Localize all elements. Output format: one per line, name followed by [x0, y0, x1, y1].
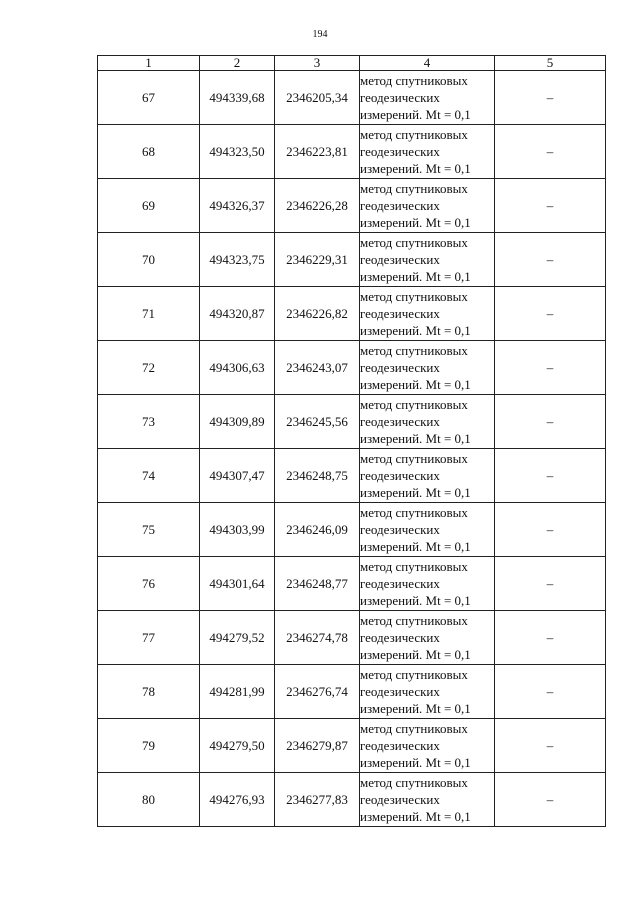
method-line: геодезических	[360, 414, 440, 429]
method-line: измерений. Mt = 0,1	[360, 431, 471, 446]
remark-cell: –	[495, 503, 606, 557]
method-line: измерений. Mt = 0,1	[360, 755, 471, 770]
method-line: метод спутниковых	[360, 289, 468, 304]
coordinate-y: 2346277,83	[275, 773, 360, 827]
point-number: 75	[98, 503, 200, 557]
header-col-3: 3	[275, 56, 360, 71]
method-description	[360, 503, 495, 557]
table-row	[98, 341, 606, 395]
method-line: геодезических	[360, 360, 440, 375]
method-line: геодезических	[360, 684, 440, 699]
point-number: 79	[98, 719, 200, 773]
header-col-5: 5	[495, 56, 606, 71]
method-line: метод спутниковых	[360, 397, 468, 412]
method-description	[360, 773, 495, 827]
table-row	[98, 449, 606, 503]
table-header-row	[98, 56, 606, 71]
remark-cell: –	[495, 395, 606, 449]
point-number: 68	[98, 125, 200, 179]
coordinate-y: 2346243,07	[275, 341, 360, 395]
method-line: метод спутниковых	[360, 667, 468, 682]
remark-cell: –	[495, 611, 606, 665]
method-description	[360, 611, 495, 665]
remark-cell: –	[495, 71, 606, 125]
header-col-1: 1	[98, 56, 200, 71]
method-description	[360, 71, 495, 125]
method-line: геодезических	[360, 252, 440, 267]
method-description	[360, 179, 495, 233]
point-number: 71	[98, 287, 200, 341]
method-line: измерений. Mt = 0,1	[360, 215, 471, 230]
method-line: измерений. Mt = 0,1	[360, 377, 471, 392]
coordinate-y: 2346245,56	[275, 395, 360, 449]
point-number: 80	[98, 773, 200, 827]
remark-cell: –	[495, 719, 606, 773]
method-line: измерений. Mt = 0,1	[360, 161, 471, 176]
header-col-4: 4	[360, 56, 495, 71]
coordinate-y: 2346248,75	[275, 449, 360, 503]
table-row	[98, 125, 606, 179]
method-line: метод спутниковых	[360, 343, 468, 358]
coordinate-y: 2346223,81	[275, 125, 360, 179]
remark-cell: –	[495, 125, 606, 179]
coordinate-y: 2346205,34	[275, 71, 360, 125]
method-line: измерений. Mt = 0,1	[360, 269, 471, 284]
method-line: метод спутниковых	[360, 721, 468, 736]
point-number: 77	[98, 611, 200, 665]
coordinate-y: 2346226,82	[275, 287, 360, 341]
coordinate-y: 2346229,31	[275, 233, 360, 287]
method-description	[360, 287, 495, 341]
table-row	[98, 557, 606, 611]
method-line: измерений. Mt = 0,1	[360, 701, 471, 716]
method-description	[360, 719, 495, 773]
method-line: измерений. Mt = 0,1	[360, 107, 471, 122]
coordinate-x: 494306,63	[200, 341, 275, 395]
coordinate-x: 494307,47	[200, 449, 275, 503]
method-line: геодезических	[360, 144, 440, 159]
method-line: геодезических	[360, 306, 440, 321]
method-line: метод спутниковых	[360, 235, 468, 250]
table-row	[98, 773, 606, 827]
method-line: геодезических	[360, 738, 440, 753]
method-line: метод спутниковых	[360, 73, 468, 88]
coordinate-y: 2346274,78	[275, 611, 360, 665]
coordinates-table	[97, 55, 606, 827]
table-row	[98, 71, 606, 125]
header-col-2: 2	[200, 56, 275, 71]
table-row	[98, 179, 606, 233]
method-line: геодезических	[360, 576, 440, 591]
method-line: метод спутниковых	[360, 505, 468, 520]
coordinate-x: 494339,68	[200, 71, 275, 125]
method-line: измерений. Mt = 0,1	[360, 593, 471, 608]
coordinate-x: 494281,99	[200, 665, 275, 719]
table-row	[98, 719, 606, 773]
method-line: измерений. Mt = 0,1	[360, 485, 471, 500]
coordinate-x: 494309,89	[200, 395, 275, 449]
table-row	[98, 611, 606, 665]
coordinate-x: 494279,50	[200, 719, 275, 773]
method-description	[360, 233, 495, 287]
remark-cell: –	[495, 557, 606, 611]
remark-cell: –	[495, 233, 606, 287]
coordinate-y: 2346246,09	[275, 503, 360, 557]
method-line: геодезических	[360, 468, 440, 483]
point-number: 67	[98, 71, 200, 125]
method-description	[360, 449, 495, 503]
method-line: метод спутниковых	[360, 559, 468, 574]
method-description	[360, 665, 495, 719]
method-line: измерений. Mt = 0,1	[360, 809, 471, 824]
method-line: геодезических	[360, 90, 440, 105]
coordinate-x: 494301,64	[200, 557, 275, 611]
method-line: геодезических	[360, 522, 440, 537]
point-number: 70	[98, 233, 200, 287]
coordinate-y: 2346226,28	[275, 179, 360, 233]
remark-cell: –	[495, 179, 606, 233]
coordinate-x: 494279,52	[200, 611, 275, 665]
table-row	[98, 395, 606, 449]
remark-cell: –	[495, 773, 606, 827]
table-row	[98, 503, 606, 557]
table-row	[98, 287, 606, 341]
coordinate-x: 494323,50	[200, 125, 275, 179]
remark-cell: –	[495, 449, 606, 503]
point-number: 78	[98, 665, 200, 719]
point-number: 74	[98, 449, 200, 503]
method-line: метод спутниковых	[360, 775, 468, 790]
method-description	[360, 557, 495, 611]
method-line: метод спутниковых	[360, 451, 468, 466]
coordinate-x: 494276,93	[200, 773, 275, 827]
coordinate-y: 2346248,77	[275, 557, 360, 611]
method-line: геодезических	[360, 792, 440, 807]
remark-cell: –	[495, 341, 606, 395]
coordinate-x: 494323,75	[200, 233, 275, 287]
point-number: 69	[98, 179, 200, 233]
coordinate-y: 2346279,87	[275, 719, 360, 773]
table-row	[98, 233, 606, 287]
coordinate-y: 2346276,74	[275, 665, 360, 719]
method-line: геодезических	[360, 630, 440, 645]
method-line: геодезических	[360, 198, 440, 213]
page-number: 194	[312, 29, 328, 40]
point-number: 76	[98, 557, 200, 611]
coordinate-x: 494303,99	[200, 503, 275, 557]
method-line: измерений. Mt = 0,1	[360, 323, 471, 338]
remark-cell: –	[495, 287, 606, 341]
coordinate-x: 494320,87	[200, 287, 275, 341]
method-description	[360, 395, 495, 449]
method-line: метод спутниковых	[360, 181, 468, 196]
method-description	[360, 125, 495, 179]
coordinate-x: 494326,37	[200, 179, 275, 233]
method-line: метод спутниковых	[360, 127, 468, 142]
remark-cell: –	[495, 665, 606, 719]
point-number: 72	[98, 341, 200, 395]
table-row	[98, 665, 606, 719]
method-line: метод спутниковых	[360, 613, 468, 628]
point-number: 73	[98, 395, 200, 449]
method-description	[360, 341, 495, 395]
method-line: измерений. Mt = 0,1	[360, 539, 471, 554]
method-line: измерений. Mt = 0,1	[360, 647, 471, 662]
